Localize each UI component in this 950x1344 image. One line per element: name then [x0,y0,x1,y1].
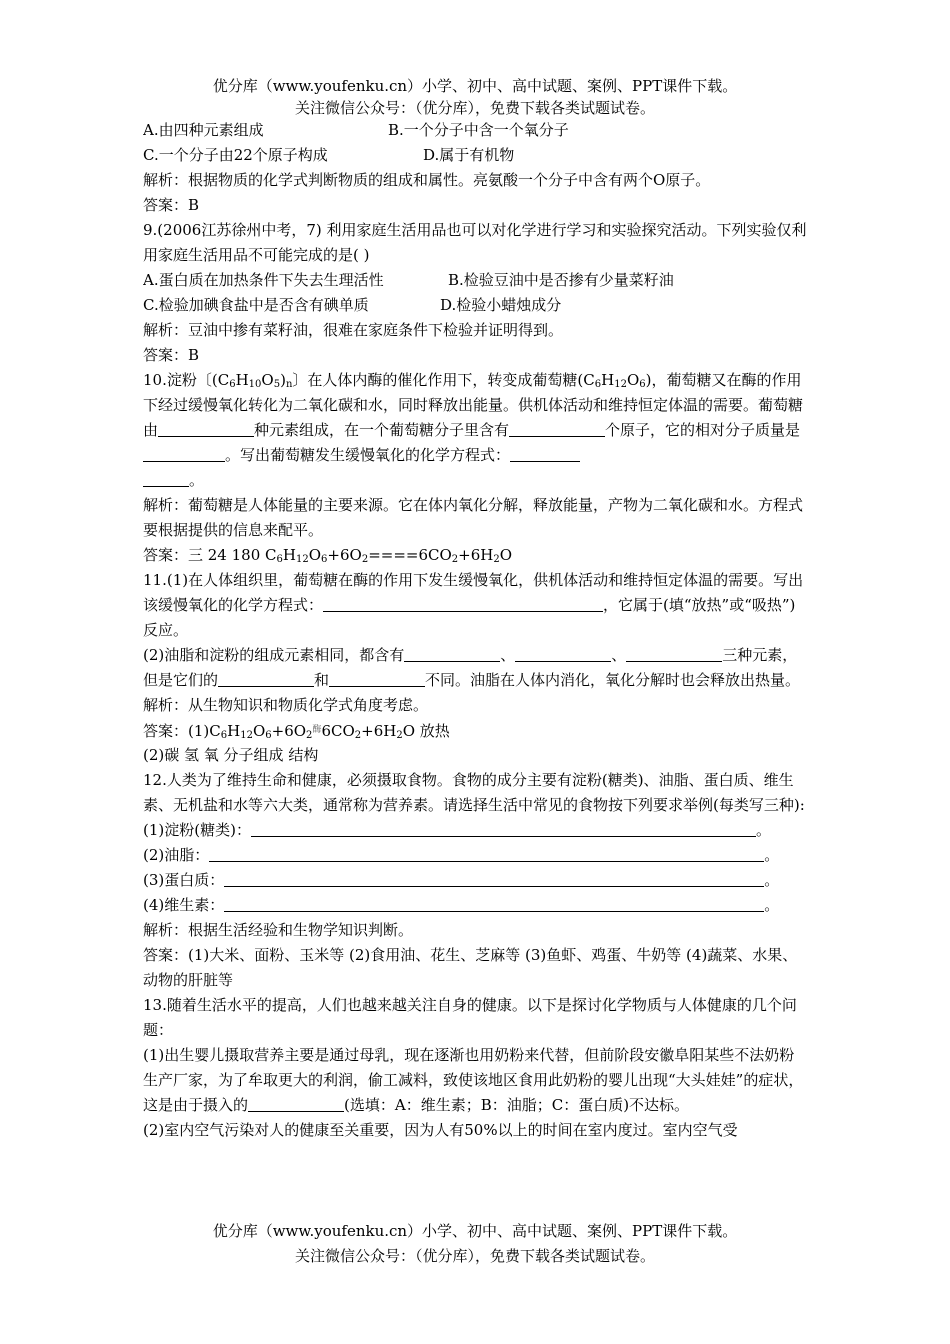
page-footer-line-2: 关注微信公众号：（优分库），免费下载各类试题试卷。 [294,1247,655,1265]
q8-option-d: D.属于有机物 [423,146,515,164]
q9-options-ab [143,268,808,293]
q12-item-3: (3)蛋白质： 。 [143,871,780,889]
q11-blank-equation[interactable] [323,595,603,612]
q11-blank-element-1[interactable] [404,645,500,662]
q11-blank-element-2[interactable] [515,645,611,662]
q8-analysis: 解析：根据物质的化学式判断物质的组成和属性。亮氨酸一个分子中含有两个O原子。 [143,171,711,189]
q10-answer: 答案：三 24 180 $C_6H_{12}O_6+6O_2====6CO_2+6H_2O$ [143,546,513,565]
q10-blank-equation-cont[interactable] [143,470,189,487]
q8-option-a: A.由四种元素组成 [143,121,264,139]
q10-stem: 10.淀粉〔$(C_6H_{10}O_5)_n$〕在人体内酶的催化作用下，转变成葡萄糖$(C_6H_{12}O_6)$，葡萄糖又在酶的作用下经过缓慢氧化转化为二氧化碳和水，同时释放出能量。供机体活动和维持恒定体温的需要。葡萄糖由 种元素组成，在一个葡萄糖分子里含有 个原子，它的相对分子质量是。写出葡萄糖发生缓慢氧化的化学方程式： 。 [143,371,804,489]
page-header-line-2: 关注微信公众号：（优分库），免费下载各类试题试卷。 [294,99,655,117]
q13-part2: (2)室内空气污染对人的健康至关重要，因为人有50%以上的时间在室内度过。室内空气受 [143,1121,738,1139]
q12-item-4: (4)维生素： 。 [143,896,780,914]
q8-options-cd [143,143,808,168]
q11-answer-1: 答案：$(1)C_6H_{12}O_6+6O_2^酶6CO_2+6H_2O$ 放热 [143,722,450,741]
q8-option-c: C.一个分子由22个原子构成 [143,146,328,164]
q8-option-b: B.一个分子中含一个氧分子 [388,121,569,139]
page-header-line-1: 优分库（www.youfenku.cn）小学、初中、高中试题、案例、PPT课件下载。 [212,77,738,95]
q10-blank-atoms[interactable] [509,420,605,437]
q10-blank-mass[interactable] [143,445,225,462]
page-footer-line-1: 优分库（www.youfenku.cn）小学、初中、高中试题、案例、PPT课件下载。 [212,1222,738,1240]
q11-analysis: 解析：从生物知识和物质化学式角度考虑。 [143,696,429,714]
q11-blank-element-3[interactable] [626,645,722,662]
q12-analysis: 解析：根据生活经验和生物学知识判断。 [143,921,414,939]
q10-blank-elements[interactable] [158,420,254,437]
q12-blank-1[interactable] [251,820,756,837]
q12-item-1: (1)淀粉(糖类)： 。 [143,821,771,839]
q9-answer: 答案：B [143,346,200,364]
q11-part2: (2)油脂和淀粉的组成元素相同，都含有 、 、 三种元素，但是它们的 和 不同。油脂在人体内消化，氧化分解时也会释放出热量。 [143,646,801,689]
q9-analysis: 解析：豆油中掺有菜籽油，很难在家庭条件下检验并证明得到。 [143,321,564,339]
q10-blank-equation[interactable] [510,445,580,462]
q12-item-2: (2)油脂： 。 [143,846,780,864]
q13-part1: (1)出生婴儿摄取营养主要是通过母乳，现在逐渐也用奶粉来代替，但前阶段安徽阜阳某些不法奶粉生产厂家，为了牟取更大的利润，偷工减料，致使该地区食用此奶粉的婴儿出现“大头娃娃”的症状，这是由于摄入的 (选填：A：维生素；B：油脂；C：蛋白质)不达标。 [143,1046,804,1114]
q9-options-cd [143,293,808,318]
q11-blank-structure[interactable] [329,670,425,687]
q12-answer: 答案：(1)大米、面粉、玉米等 (2)食用油、花生、芝麻等 (3)鱼虾、鸡蛋、牛奶等 (4)蔬菜、水果、动物的肝脏等 [143,946,798,989]
q12-stem: 12.人类为了维持生命和健康，必须摄取食物。食物的成分主要有淀粉(糖类)、油脂、蛋白质、维生素、无机盐和水等六大类，通常称为营养素。请选择生活中常见的食物按下列要求举例(每类写三种): [143,771,805,814]
q13-stem: 13.随着生活水平的提高，人们也越来越关注自身的健康。以下是探讨化学物质与人体健康的几个问题： [143,996,797,1039]
q12-blank-3[interactable] [224,870,764,887]
enzyme-condition-mark: 酶 [312,725,322,735]
q11-answer-2: (2)碳 氢 氧 分子组成 结构 [143,746,319,764]
q11-part1: 11.(1)在人体组织里，葡萄糖在酶的作用下发生缓慢氧化，供机体活动和维持恒定体温的需要。写出该缓慢氧化的化学方程式： ，它属于(填“放热”或“吸热”)反应。 [143,571,804,639]
q11-blank-composition[interactable] [218,670,314,687]
q8-options-ab [143,118,808,143]
q10-analysis: 解析：葡萄糖是人体能量的主要来源。它在体内氧化分解，释放能量，产物为二氧化碳和水。方程式要根据提供的信息来配平。 [143,496,804,539]
q9-option-a: A.蛋白质在加热条件下失去生理活性 [143,271,384,289]
q13-blank-1[interactable] [248,1095,344,1112]
q9-stem: 9.(2006江苏徐州中考，7) 利用家庭生活用品也可以对化学进行学习和实验探究活动。下列实验仅利用家庭生活用品不可能完成的是( ) [143,221,807,264]
q9-option-d: D.检验小蜡烛成分 [440,296,562,314]
q9-option-c: C.检验加碘食盐中是否含有碘单质 [143,296,369,314]
document-body [143,118,808,1143]
q8-answer: 答案：B [143,196,200,214]
q12-blank-2[interactable] [209,845,764,862]
q12-blank-4[interactable] [224,895,764,912]
q9-option-b: B.检验豆油中是否掺有少量菜籽油 [448,271,674,289]
